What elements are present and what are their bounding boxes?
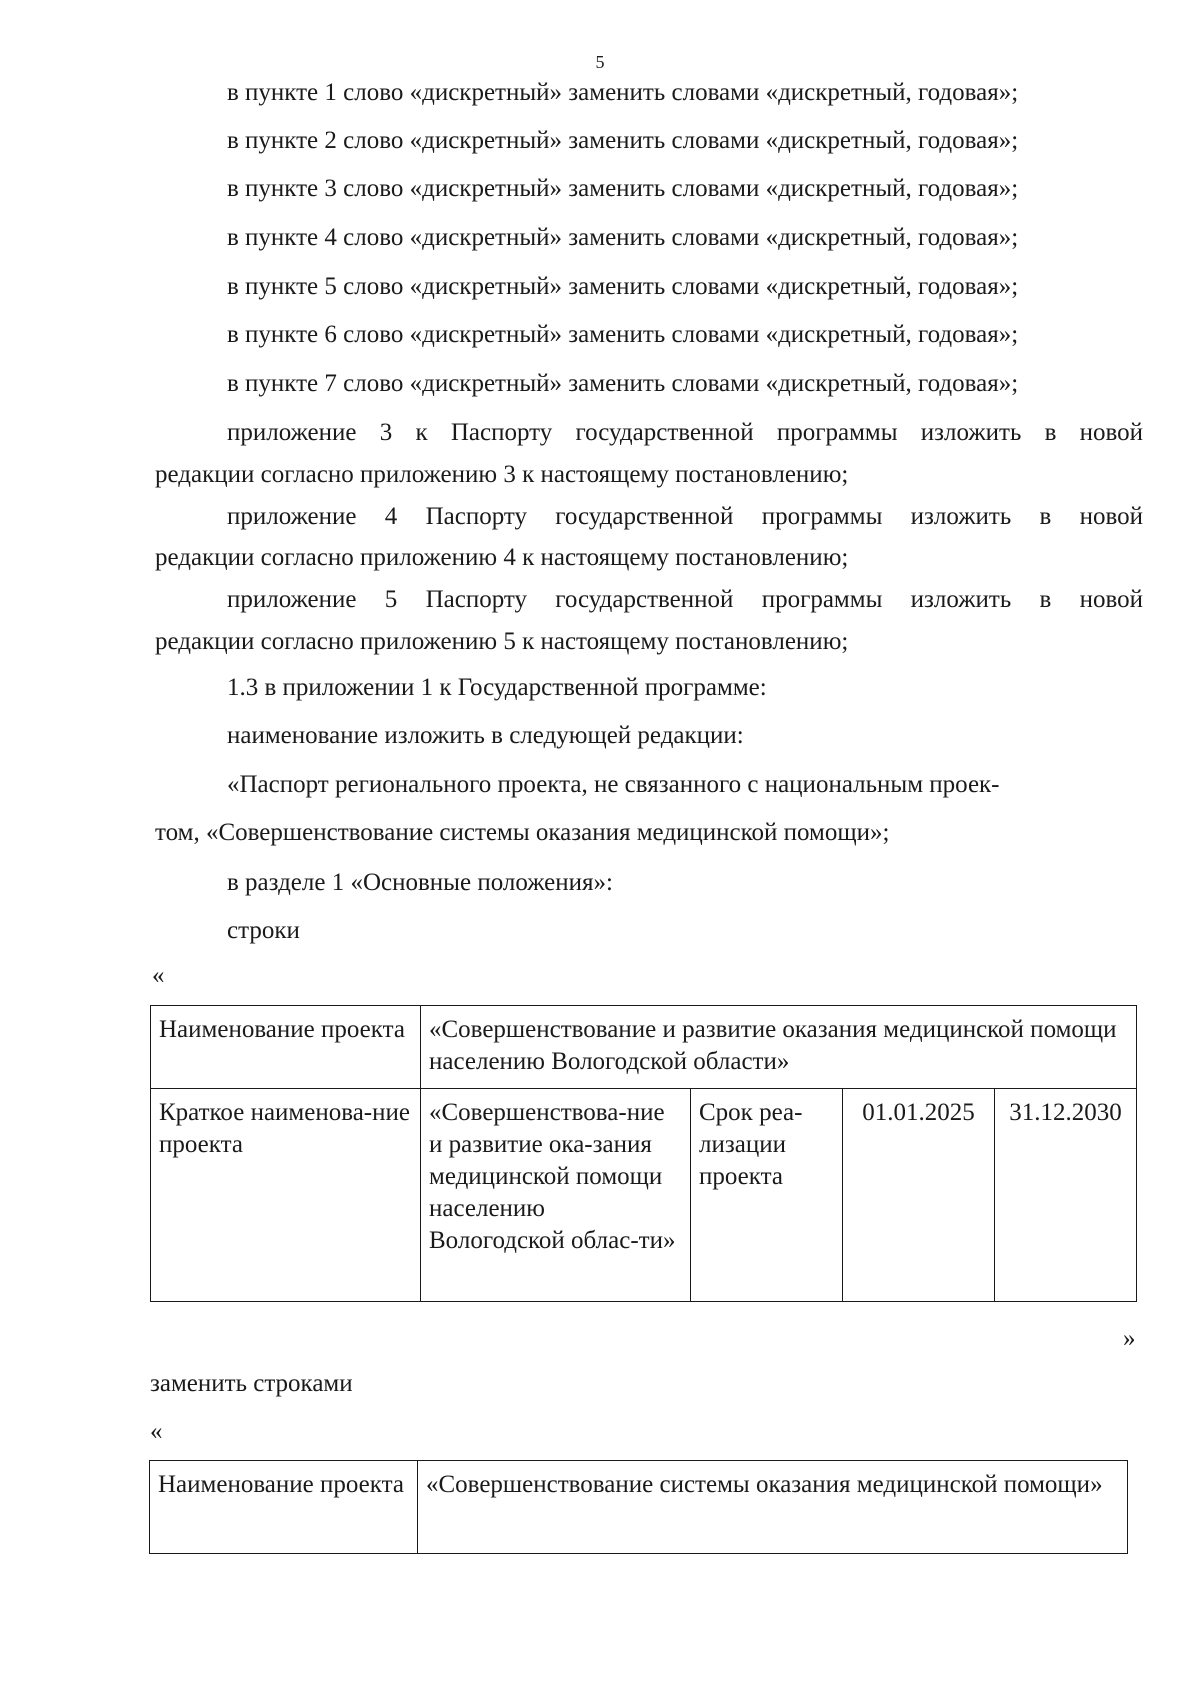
open-quote-old-table: « [152,962,165,989]
table-cell-short-name-label [151,1089,421,1302]
cell-text: 01.01.2025 [862,1099,975,1126]
cell-text: 31.12.2030 [1009,1099,1122,1126]
replace-with-text: заменить строками [150,1370,353,1397]
appendix-3-paragraph-line1: приложение 3 к Паспорту государственной программы изложить в новой [227,419,1143,446]
amendment-paragraph-3: в пункте 3 слово «дискретный» заменить словами «дискретный, годовая»; [227,175,1019,202]
appendix-4-paragraph-line1: приложение 4 Паспорту государственной программы изложить в новой [227,503,1143,530]
table-row [151,1089,1137,1302]
naming-intro: наименование изложить в следующей редакции: [227,722,744,749]
cell-text: Срок реа-лизации проекта [699,1099,803,1190]
cell-text: «Совершенствование системы оказания медицинской помощи» [426,1471,1103,1498]
appendix-5-paragraph-line1: приложение 5 Паспорту государственной программы изложить в новой [227,586,1143,613]
amendment-paragraph-1: в пункте 1 слово «дискретный» заменить словами «дискретный, годовая»; [227,79,1019,106]
old-rows-table [150,1005,1137,1302]
cell-text: «Совершенствование и развитие оказания медицинской помощи населению Вологодской области» [429,1016,1117,1075]
page-number: 5 [595,52,605,72]
close-quote-old-table: » [1123,1325,1136,1352]
table-cell-project-name-value [421,1006,1137,1089]
section-1-3-heading: 1.3 в приложении 1 к Государственной программе: [227,674,767,701]
cell-text: Краткое наименова-ние проекта [159,1099,410,1158]
passport-title-line2: том, «Совершенствование системы оказания медицинской помощи»; [155,819,890,846]
table-cell-short-name-value [421,1089,691,1302]
table-cell-end-date [995,1089,1137,1302]
appendix-4-paragraph-line2: редакции согласно приложению 4 к настоящему постановлению; [155,544,849,571]
cell-text: Наименование проекта [159,1016,405,1043]
table-cell-project-name-label [151,1006,421,1089]
table-cell-project-name-label [150,1461,418,1554]
appendix-5-paragraph-line2: редакции согласно приложению 5 к настоящему постановлению; [155,628,849,655]
table-cell-project-name-value [418,1461,1128,1554]
amendment-paragraph-6: в пункте 6 слово «дискретный» заменить словами «дискретный, годовая»; [227,321,1019,348]
new-rows-table [149,1460,1128,1554]
amendment-paragraph-2: в пункте 2 слово «дискретный» заменить словами «дискретный, годовая»; [227,127,1019,154]
table-cell-start-date [843,1089,995,1302]
table-row [150,1461,1128,1554]
table-row [151,1006,1137,1089]
rows-word: строки [227,917,300,944]
cell-text: «Совершенствова-ние и развитие ока-зания медицинской помощи населению Вологодской облас-ти» [429,1099,676,1254]
open-quote-new-table: « [150,1418,163,1445]
table-cell-period-label [691,1089,843,1302]
passport-title-line1: «Паспорт регионального проекта, не связанного с национальным проек- [227,771,1000,798]
amendment-paragraph-4: в пункте 4 слово «дискретный» заменить словами «дискретный, годовая»; [227,224,1019,251]
amendment-paragraph-7: в пункте 7 слово «дискретный» заменить словами «дискретный, годовая»; [227,370,1019,397]
cell-text: Наименование проекта [158,1471,404,1498]
section-1-heading: в разделе 1 «Основные положения»: [227,869,613,896]
appendix-3-paragraph-line2: редакции согласно приложению 3 к настоящему постановлению; [155,461,849,488]
amendment-paragraph-5: в пункте 5 слово «дискретный» заменить словами «дискретный, годовая»; [227,273,1019,300]
